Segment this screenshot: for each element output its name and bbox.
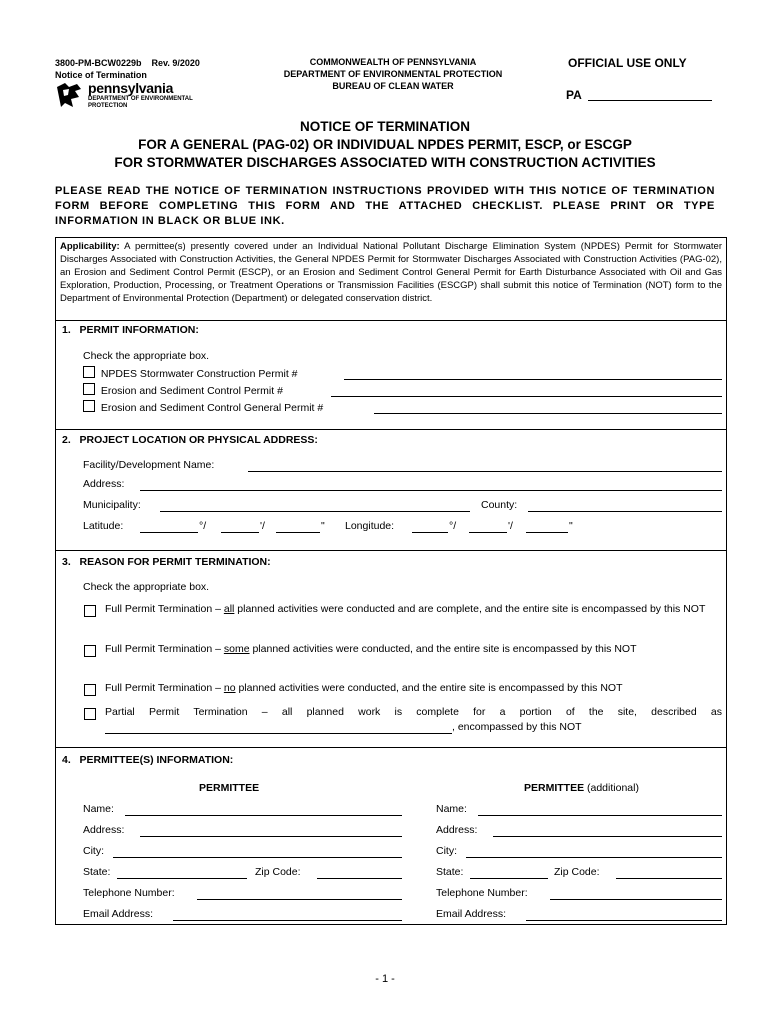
document-title: [55, 118, 715, 172]
longitude-minutes-field[interactable]: [469, 532, 507, 533]
zip-label: Zip Code:: [255, 866, 301, 878]
email-label: Email Address:: [83, 908, 154, 920]
form-id: [55, 57, 200, 81]
section2-heading: 2. PROJECT LOCATION OR PHYSICAL ADDRESS:: [62, 434, 318, 446]
applicability-box: [55, 237, 727, 321]
telephone-label: Telephone Number:: [436, 887, 528, 899]
logo-sub-line2: PROTECTION: [88, 103, 128, 109]
municipality-field[interactable]: [160, 511, 470, 512]
address-label: Address:: [436, 824, 478, 836]
agency-block: [258, 56, 528, 92]
section-project-location: [55, 429, 727, 551]
section3-instruction: Check the appropriate box.: [83, 581, 210, 593]
latitude-seconds-field[interactable]: [276, 532, 320, 533]
permit-option-escp[interactable]: [83, 383, 283, 398]
reason-all-label: [105, 602, 722, 617]
degree-symbol: °/: [449, 520, 457, 532]
official-use-label: OFFICIAL USE ONLY: [568, 56, 687, 70]
additional-city-field[interactable]: [466, 857, 722, 858]
permittee-zip-field[interactable]: [317, 878, 402, 879]
telephone-label: Telephone Number:: [83, 887, 175, 899]
section-permit-information: [55, 320, 727, 430]
address-field[interactable]: [140, 490, 722, 491]
checkbox[interactable]: [83, 366, 95, 378]
minute-symbol: '/: [260, 520, 265, 532]
permit-option-escgp[interactable]: [83, 400, 323, 415]
partial-suffix: , encompassed by this NOT: [452, 721, 582, 733]
title-line3: FOR STORMWATER DISCHARGES ASSOCIATED WITH CONSTRUCTION ACTIVITIES: [114, 155, 656, 170]
address-label: Address:: [83, 478, 125, 490]
permittee-address-field[interactable]: [140, 836, 402, 837]
pa-label: PA: [566, 88, 582, 102]
permittee-column-title: PERMITTEE: [199, 782, 260, 794]
pa-number-field[interactable]: [588, 100, 712, 101]
minute-symbol: '/: [508, 520, 513, 532]
section-reason-termination: [55, 550, 727, 748]
address-label: Address:: [83, 824, 125, 836]
email-label: Email Address:: [436, 908, 507, 920]
reason-partial-label: Partial Permit Termination – all planned work is complete for a portion of the site, described as: [105, 706, 722, 718]
second-symbol: ": [321, 520, 325, 532]
additional-state-field[interactable]: [470, 878, 548, 879]
permittee-city-field[interactable]: [113, 857, 402, 858]
reason-emphasis: no: [223, 682, 236, 694]
applicability-label: Applicability:: [60, 241, 120, 252]
reason-none-label: [105, 681, 745, 696]
checkbox[interactable]: [83, 383, 95, 395]
escp-permit-number-field[interactable]: [331, 396, 722, 397]
facility-label: Facility/Development Name:: [83, 459, 215, 471]
state-label: State:: [436, 866, 464, 878]
permittee-name-field[interactable]: [125, 815, 402, 816]
permittee-state-field[interactable]: [117, 878, 247, 879]
state-label: State:: [83, 866, 111, 878]
pennsylvania-logo-icon: [55, 81, 85, 109]
option-label: Erosion and Sediment Control Permit #: [100, 385, 283, 397]
form-name: Notice of Termination: [55, 70, 147, 80]
agency-line2: DEPARTMENT OF ENVIRONMENTAL PROTECTION: [283, 69, 503, 79]
county-field[interactable]: [528, 511, 722, 512]
additional-email-field[interactable]: [526, 920, 722, 921]
permittee-email-field[interactable]: [173, 920, 402, 921]
longitude-degrees-field[interactable]: [412, 532, 448, 533]
section1-instruction: Check the appropriate box.: [83, 350, 210, 362]
additional-address-field[interactable]: [493, 836, 722, 837]
logo-subtitle: [88, 96, 193, 110]
reason-some-checkbox[interactable]: [84, 645, 96, 657]
latitude-label: Latitude:: [83, 520, 124, 532]
partial-description-field[interactable]: [105, 733, 452, 734]
reason-text: planned activities were conducted, and the entire site is encompassed by this NOT: [249, 643, 637, 655]
additional-permittee-column-title: [524, 781, 639, 795]
title-line2: FOR A GENERAL (PAG-02) OR INDIVIDUAL NPDES PERMIT, ESCP, or ESCGP: [138, 137, 632, 152]
agency-line3: BUREAU OF CLEAN WATER: [332, 81, 454, 91]
logo-wordmark: pennsylvania: [88, 80, 174, 96]
reason-all-checkbox[interactable]: [84, 605, 96, 617]
city-label: City:: [83, 845, 104, 857]
reason-none-checkbox[interactable]: [84, 684, 96, 696]
permittee-telephone-field[interactable]: [197, 899, 402, 900]
section4-heading: 4. PERMITTEE(S) INFORMATION:: [62, 754, 234, 766]
column-title-bold: PERMITTEE: [524, 782, 585, 794]
additional-zip-field[interactable]: [616, 878, 722, 879]
reason-partial-checkbox[interactable]: [84, 708, 96, 720]
applicability-text: A permittee(s) presently covered under an Individual National Pollutant Discharge Elimination System (NPDES) Permit for Stormwater Discharges Associated with Construction Activities, the General NPDES Permit for Stormwater Discharges Associated with Construction Activities (PAG-02), an Erosion and Sediment Control Permit (ESCP), or an Erosion and Sediment Control General Permit for Earth Disturbance Associated with Oil and Gas Exploration, Production, Processing, or Treatment Operations or Transmission Facilities (ESCGP) shall submit this notice of Termination (NOT) form to the Department of Environmental Protection (Department) or delegated conservation district.: [60, 241, 722, 304]
county-label: County:: [481, 499, 518, 511]
name-label: Name:: [83, 803, 114, 815]
municipality-label: Municipality:: [83, 499, 141, 511]
title-line1: NOTICE OF TERMINATION: [300, 119, 470, 134]
checkbox[interactable]: [83, 400, 95, 412]
additional-telephone-field[interactable]: [550, 899, 722, 900]
name-label: Name:: [436, 803, 467, 815]
reason-some-label: [105, 642, 722, 657]
instructions: PLEASE READ THE NOTICE OF TERMINATION INSTRUCTIONS PROVIDED WITH THIS NOTICE OF TERMINATION FORM BEFORE COMPLETING THIS FORM AND THE ATTACHED CHECKLIST. PLEASE PRINT OR TYPE INFORMATION IN BLACK OR BLUE INK.: [55, 185, 715, 227]
logo-sub-line1: DEPARTMENT OF ENVIRONMENTAL: [88, 96, 193, 102]
reason-text: Full Permit Termination –: [105, 603, 224, 615]
agency-line1: COMMONWEALTH OF PENNSYLVANIA: [309, 57, 477, 67]
zip-label: Zip Code:: [554, 866, 600, 878]
reason-emphasis: some: [223, 643, 250, 655]
section-permittee-information: [55, 747, 727, 925]
form-number: 3800-PM-BCW0229b Rev. 9/2020: [55, 58, 200, 68]
section3-heading: 3. REASON FOR PERMIT TERMINATION:: [62, 556, 271, 568]
option-label: NPDES Stormwater Construction Permit #: [100, 368, 298, 380]
escgp-permit-number-field[interactable]: [374, 413, 722, 414]
latitude-minutes-field[interactable]: [221, 532, 259, 533]
permit-option-npdes[interactable]: [83, 366, 298, 381]
latitude-degrees-field[interactable]: [140, 532, 198, 533]
longitude-seconds-field[interactable]: [526, 532, 568, 533]
facility-name-field[interactable]: [248, 471, 722, 472]
reason-text: Full Permit Termination –: [105, 682, 224, 694]
option-label: Erosion and Sediment Control General Permit #: [100, 402, 324, 414]
additional-name-field[interactable]: [478, 815, 722, 816]
reason-text: Full Permit Termination –: [105, 643, 224, 655]
second-symbol: ": [569, 520, 573, 532]
npdes-permit-number-field[interactable]: [344, 379, 722, 380]
column-title-suffix: (additional): [584, 782, 639, 794]
reason-text: planned activities were conducted, and the entire site is encompassed by this NOT: [235, 682, 623, 694]
reason-text: planned activities were conducted and are complete, and the entire site is encompassed by this NOT: [234, 603, 706, 615]
reason-emphasis: all: [223, 603, 235, 615]
city-label: City:: [436, 845, 457, 857]
page-number: - 1 -: [375, 973, 395, 985]
longitude-label: Longitude:: [345, 520, 395, 532]
degree-symbol: °/: [199, 520, 207, 532]
section1-heading: 1. PERMIT INFORMATION:: [62, 324, 199, 336]
